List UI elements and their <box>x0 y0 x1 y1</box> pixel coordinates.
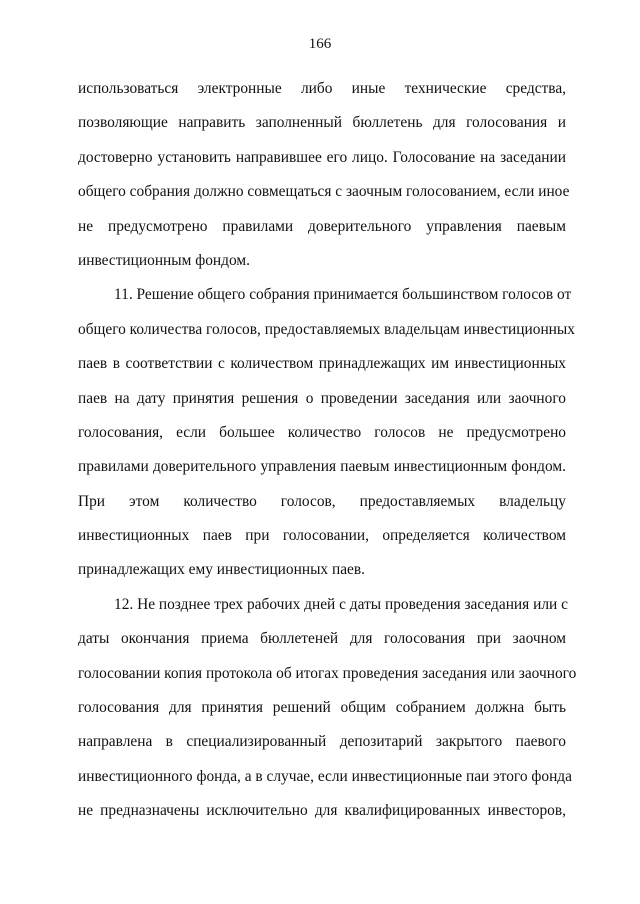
paragraph-continuation <box>78 76 570 282</box>
text-line: 11. Решение общего собрания принимается большинством голосов от <box>114 286 572 304</box>
text-line: инвестиционного фонда, а в случае, если инвестиционные паи этого фонда <box>78 767 572 785</box>
paragraph-item-11 <box>78 282 575 592</box>
text-line: инвестиционным фондом. <box>78 251 250 269</box>
text-line: общего количества голосов, предоставляемых владельцам инвестиционных <box>78 320 575 338</box>
paragraph-item-12 <box>78 592 577 833</box>
text-line: даты окончания приема бюллетеней для голосования при заочном <box>78 630 566 648</box>
text-line: правилами доверительного управления паевым инвестиционным фондом. <box>78 458 566 476</box>
text-line: инвестиционных паев при голосовании, определяется количеством <box>78 527 566 545</box>
text-line: не предназначены исключительно для квалифицированных инвесторов, <box>78 802 566 820</box>
text-line: При этом количество голосов, предоставляемых владельцу <box>78 492 566 510</box>
text-line: 12. Не позднее трех рабочих дней с даты проведения заседания или с <box>114 595 568 613</box>
document-body <box>78 76 577 833</box>
text-line: голосовании копия протокола об итогах проведения заседания или заочного <box>78 664 577 682</box>
text-line: позволяющие направить заполненный бюллетень для голосования и <box>78 114 566 132</box>
text-line: принадлежащих ему инвестиционных паев. <box>78 561 365 579</box>
text-line: голосования для принятия решений общим собранием должна быть <box>78 699 566 717</box>
text-line: использоваться электронные либо иные технические средства, <box>78 80 566 97</box>
text-line: паев на дату принятия решения о проведении заседания или заочного <box>78 389 566 407</box>
text-line: голосования, если большее количество голосов не предусмотрено <box>78 423 566 441</box>
text-line: направлена в специализированный депозитарий закрытого паевого <box>78 733 566 751</box>
text-line: достоверно установить направившее его лицо. Голосование на заседании <box>78 148 566 166</box>
text-line: общего собрания должно совмещаться с заочным голосованием, если иное <box>78 183 570 201</box>
text-line: не предусмотрено правилами доверительного управления паевым <box>78 217 566 235</box>
page-number: 166 <box>308 36 332 52</box>
text-line: паев в соответствии с количеством принадлежащих им инвестиционных <box>78 355 566 373</box>
